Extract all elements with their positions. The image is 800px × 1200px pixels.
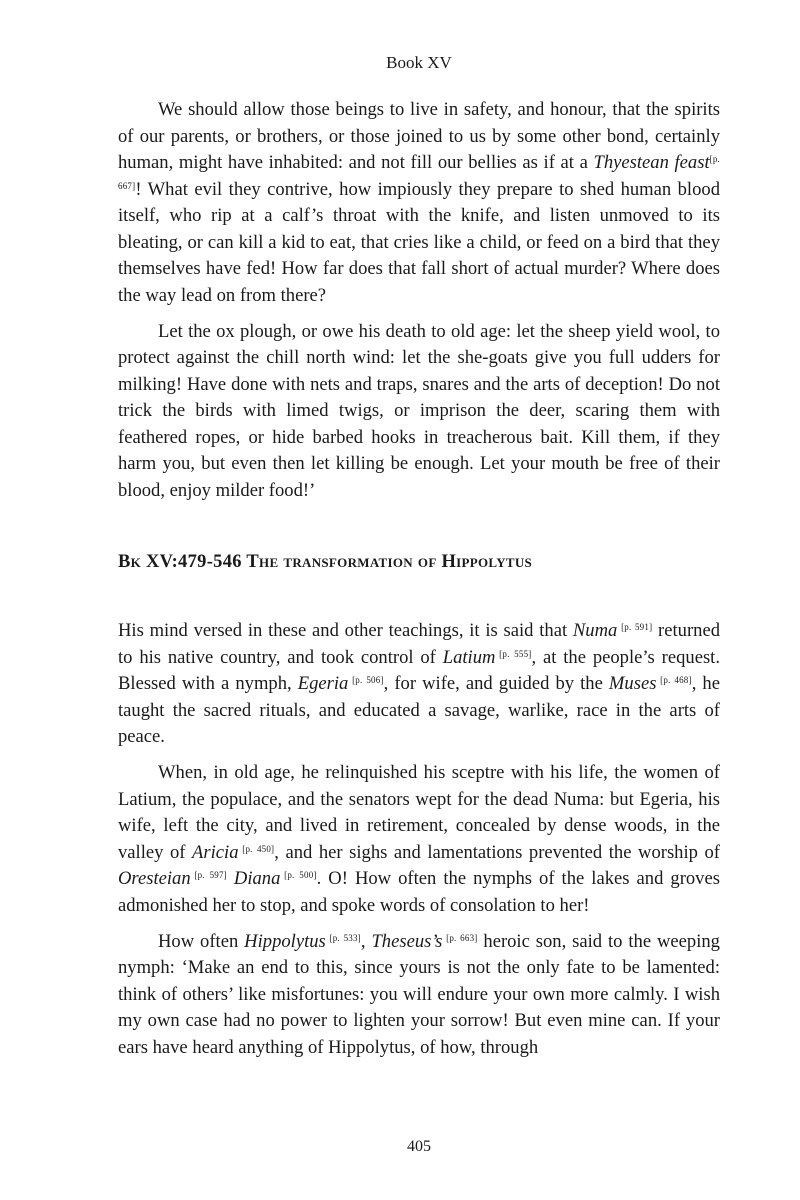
paragraph bbox=[118, 760, 720, 919]
glossary-term-link[interactable]: Thyestean feast bbox=[593, 152, 710, 173]
glossary-term-link[interactable]: Theseus’s bbox=[371, 930, 443, 952]
text-run: heroic son, said to the weeping nymph: ‘Make an end to this, since yours is not the only fate to be lamented: think of others’ like misfortunes: you will endure your own more calmly. I wish my own case had no power to lighten your sorrow! But even mine can. If your ears have heard anything of Hippolytus, of how, through bbox=[118, 930, 720, 1058]
page-reference[interactable]: [p. 533] bbox=[329, 932, 361, 943]
text-run: , he taught the sacred rituals, and educated a savage, warlike, race in the arts of peace. bbox=[118, 673, 720, 747]
glossary-term-link[interactable]: Muses bbox=[608, 673, 657, 694]
glossary-term-link[interactable]: Oresteian bbox=[118, 868, 191, 889]
page-reference[interactable]: [p. 667] bbox=[118, 154, 720, 191]
running-title: Book XV bbox=[386, 53, 452, 72]
page-reference[interactable]: [p. 468] bbox=[660, 675, 692, 685]
glossary-term-link[interactable]: Aricia bbox=[192, 841, 239, 863]
page-reference[interactable]: [p. 450] bbox=[242, 843, 275, 854]
page-reference[interactable]: [p. 506] bbox=[352, 675, 384, 685]
text-run bbox=[227, 868, 234, 889]
text-run: How often bbox=[158, 930, 245, 952]
text-run: His mind versed in these and other teachings, it is said that bbox=[118, 620, 573, 641]
paragraph: Let the ox plough, or owe his death to old age: let the sheep yield wool, to protect against the chill north wind: let the she-goats give you full udders for milking! Have done with nets and traps, snares and the arts of deception! Do not trick the birds with limed twigs, or imprison the deer, scaring them with feathered ropes, or hide barbed hooks in treacherous bait. Kill them, if they harm you, but even then let killing be enough. Let your mouth be free of their blood, enjoy milder food!’ bbox=[118, 320, 720, 501]
section-2-text bbox=[118, 618, 720, 1061]
section-1-text bbox=[118, 97, 720, 504]
paragraph bbox=[118, 929, 720, 1062]
text-run: When, in old age, he relinquished his sceptre with his life, the women of Latium, the populace, and the senators wept for the dead Numa: but Egeria, his wife, left the city, and lived in retirement, concealed by dense woods, in the valley of bbox=[118, 762, 720, 863]
glossary-term-link[interactable]: Diana bbox=[233, 868, 281, 889]
text-run: , bbox=[360, 930, 372, 952]
glossary-term-link[interactable]: Numa bbox=[572, 620, 618, 641]
section-heading: Bk XV:479-546 The transformation of Hippolytus bbox=[118, 552, 533, 572]
text-run: , and her sighs and lamentations prevented the worship of bbox=[274, 841, 720, 863]
text-run: We should allow those beings to live in safety, and honour, that the spirits of our parents, or brothers, or those joined to us by some other bond, certainly human, might have inhabited: and not fill our bellies as if at a bbox=[118, 99, 720, 173]
page-number: 405 bbox=[407, 1138, 431, 1155]
text-run: , for wife, and guided by the bbox=[383, 673, 609, 694]
page-reference[interactable]: [p. 500] bbox=[284, 870, 317, 880]
text-run: ! What evil they contrive, how impiously they prepare to shed human blood itself, who rip at a calf’s throat with the knife, and listen unmoved to its bleating, or can kill a kid to eat, that cries like a child, or feed on a bird that they themselves have fed! How far does that fall short of actual murder? Where does the way lead on from there? bbox=[118, 178, 720, 306]
glossary-term-link[interactable]: Egeria bbox=[297, 673, 349, 694]
glossary-term-link[interactable]: Latium bbox=[442, 646, 496, 668]
book-page bbox=[118, 0, 720, 1200]
page-reference[interactable]: [p. 663] bbox=[446, 932, 478, 943]
page-reference[interactable]: [p. 591] bbox=[621, 622, 653, 632]
glossary-term-link[interactable]: Hippolytus bbox=[244, 930, 326, 952]
paragraph bbox=[118, 618, 720, 751]
text-run: . O! How often the nymphs of the lakes and groves admonished her to stop, and spoke words of consolation to her! bbox=[118, 868, 720, 916]
text-run: returned to his native country, and took control of bbox=[118, 620, 720, 668]
paragraph bbox=[118, 97, 720, 309]
text-run: , at the people’s request. Blessed with a nymph, bbox=[118, 646, 720, 694]
page-reference[interactable]: [p. 597] bbox=[194, 870, 227, 880]
page-reference[interactable]: [p. 555] bbox=[499, 648, 532, 659]
